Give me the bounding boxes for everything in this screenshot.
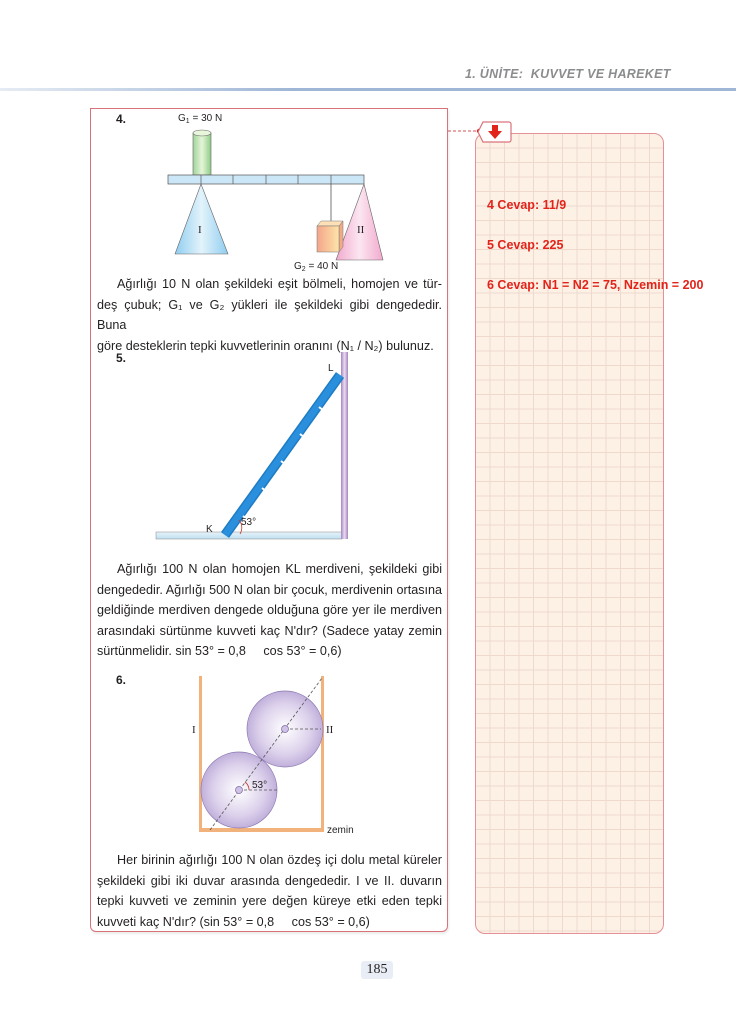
lever-figure [160, 125, 390, 270]
angle-53-label: 53° [241, 517, 257, 528]
wall-1-label: I [192, 724, 196, 736]
question-5-number: 5. [116, 351, 127, 365]
g1-label: $G_1 = 30$ N [178, 113, 223, 125]
question-5-text: Ağırlığı 100 N olan homojen KL merdiveni, şekildeki gibi dengededir. Ağırlığı 500 N olan bir çocuk, merdivenin ortasına geldiğinde merdiven dengede olduğuna göre yer ile merdiven arasındaki sürtünme kuvveti kaç N'dır? (Sadece yatay zemin sürtünmelidir. sin 53° = 0,8 cos 53° = 0,6) [97, 562, 442, 658]
question-4-number: 4. [116, 112, 127, 126]
question-6-number: 6. [116, 673, 127, 687]
answer-grid-box [475, 133, 664, 934]
wall-2-label: II [326, 724, 334, 736]
unit-title: 1. ÜNİTE: KUVVET VE HAREKET [465, 67, 671, 81]
ladder-figure [150, 348, 360, 543]
connector-line [448, 126, 482, 136]
spheres-figure [190, 672, 340, 837]
question-4-text: Ağırlığı 10 N olan şekildeki eşit bölmeli, homojen ve tür- deş çubuk; G₁ ve G₂ yükleri ile şekildeki gibi dengededir. Buna göre desteklerin tepki kuvvetlerinin oranını (N₁ / N₂) bulunuz. [97, 277, 442, 353]
g2-label: $G_2 = 40$ N [294, 261, 339, 273]
arrow-down-icon[interactable] [478, 121, 512, 143]
point-l-label: L [328, 363, 334, 374]
floor-label: zemin [327, 825, 354, 836]
support-2-label: II [357, 224, 365, 236]
answer-6: 6 Cevap: N1 = N2 = 75, Nzemin = 200 [487, 278, 704, 292]
header-rule [0, 88, 736, 91]
question-6-text: Her birinin ağırlığı 100 N olan özdeş içi dolu metal küreler şekildeki gibi iki duvar arasında dengededir. I ve II. duvarın tepki kuvveti ve zeminin yere değen küreye etki eden tepki kuvveti kaç N'dır? (sin 53° = 0,8 cos 53° = 0,6) [97, 853, 442, 929]
point-k-label: K [206, 524, 213, 535]
answer-4: 4 Cevap: 11/9 [487, 198, 567, 212]
angle-53-label-2: 53° [252, 780, 268, 791]
support-1-label: I [198, 224, 202, 236]
answer-5: 5 Cevap: 225 [487, 238, 564, 252]
page-number: 185 [361, 961, 393, 979]
